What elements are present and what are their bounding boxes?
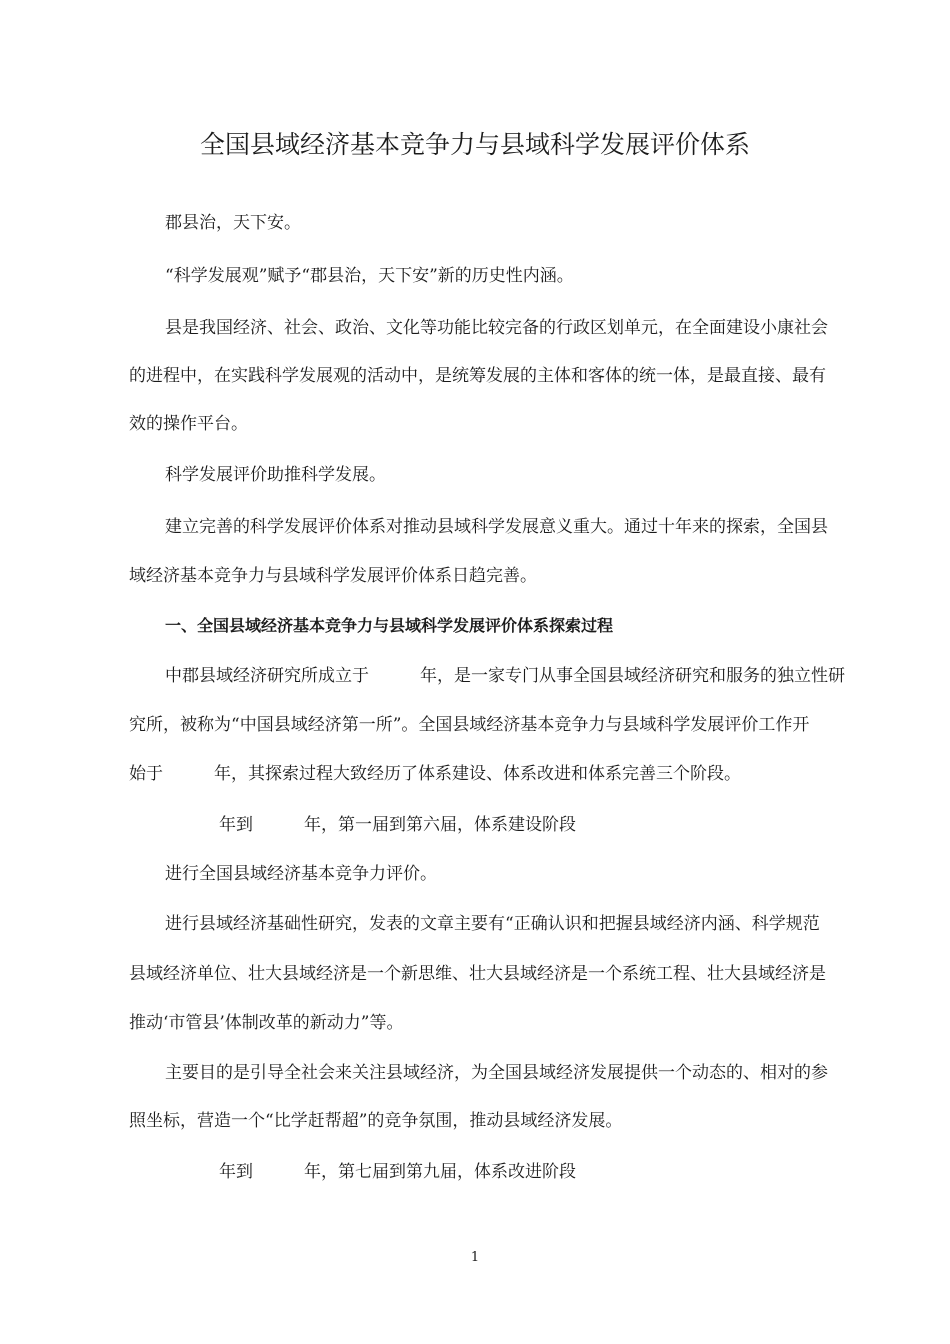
subsection-heading: 年到 年，第一届到第六届，体系建设阶段 — [219, 815, 576, 835]
page-number: 1 — [470, 1250, 480, 1265]
paragraph-line: 主要目的是引导全社会来关注县域经济，为全国县域经济发展提供一个动态的、相对的参 — [165, 1063, 828, 1083]
paragraph-line: 进行县域经济基础性研究，发表的文章主要有“正确认识和把握县域经济内涵、科学规范 — [165, 914, 820, 934]
paragraph-line: 郡县治，天下安。 — [165, 213, 301, 233]
paragraph-line: “科学发展观”赋予“郡县治，天下安”新的历史性内涵。 — [165, 266, 574, 286]
paragraph-line: 县域经济单位、壮大县域经济是一个新思维、壮大县域经济是一个系统工程、壮大县域经济是 — [129, 964, 826, 984]
paragraph-line: 的进程中，在实践科学发展观的活动中，是统筹发展的主体和客体的统一体，是最直接、最有 — [129, 366, 826, 386]
paragraph-line: 推动‘市管县’体制改革的新动力”等。 — [129, 1013, 404, 1033]
section-heading: 一、全国县域经济基本竞争力与县域科学发展评价体系探索过程 — [165, 616, 614, 635]
paragraph-line: 究所，被称为“中国县域经济第一所”。全国县域经济基本竞争力与县域科学发展评价工作开 — [129, 715, 810, 735]
page-title: 全国县域经济基本竞争力与县域科学发展评价体系 — [199, 130, 750, 159]
paragraph-line: 建立完善的科学发展评价体系对推动县域科学发展意义重大。通过十年来的探索，全国县 — [165, 517, 828, 537]
paragraph-line: 效的操作平台。 — [129, 414, 248, 434]
paragraph-line: 中郡县域经济研究所成立于 年，是一家专门从事全国县域经济研究和服务的独立性研 — [165, 666, 845, 686]
paragraph-line: 照坐标，营造一个“比学赶帮超”的竞争氛围，推动县域经济发展。 — [129, 1111, 623, 1131]
paragraph-line: 科学发展评价助推科学发展。 — [165, 465, 386, 485]
paragraph-line: 县是我国经济、社会、政治、文化等功能比较完备的行政区划单元，在全面建设小康社会 — [165, 318, 828, 338]
subsection-heading: 年到 年，第七届到第九届，体系改进阶段 — [219, 1162, 576, 1182]
paragraph-line: 始于 年，其探索过程大致经历了体系建设、体系改进和体系完善三个阶段。 — [129, 764, 741, 784]
paragraph-line: 域经济基本竞争力与县域科学发展评价体系日趋完善。 — [129, 566, 537, 586]
paragraph-line: 进行全国县域经济基本竞争力评价。 — [165, 864, 437, 884]
